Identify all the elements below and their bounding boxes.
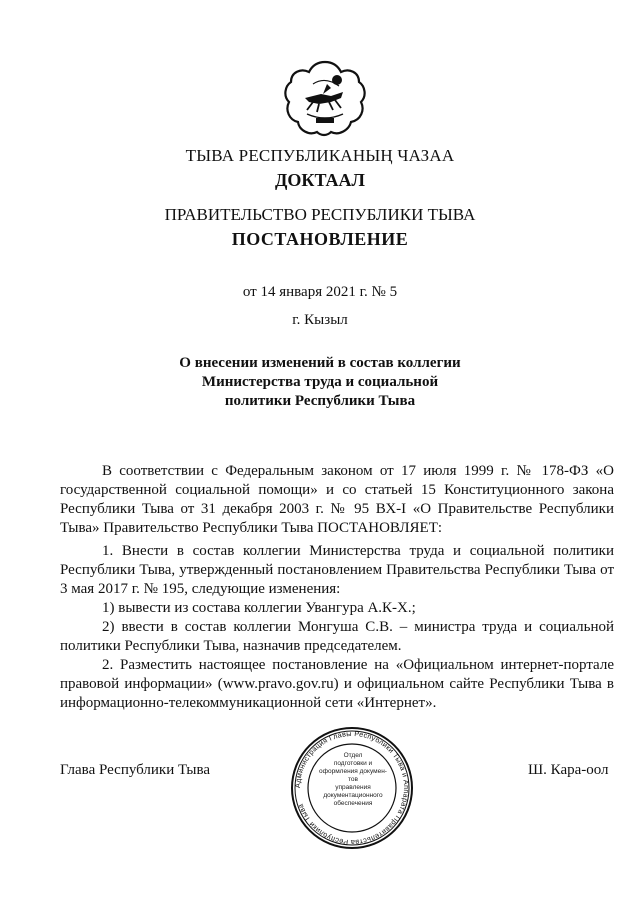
subject-heading (0, 354, 640, 411)
seal-center-text (318, 752, 388, 808)
signatory-name: Ш. Кара-оол (528, 762, 609, 778)
seal-line: управления (335, 784, 371, 791)
document-type: ПОСТАНОВЛЕНИЕ (231, 229, 409, 249)
city: г. Кызыл (292, 312, 348, 328)
government-title: ПРАВИТЕЛЬСТВО РЕСПУБЛИКИ ТЫВА (164, 205, 476, 224)
subject-line: О внесении изменений в состав коллегии (179, 355, 461, 371)
date-number: от 14 января 2021 г. № 5 (242, 284, 398, 300)
subject-line: Министерства труда и социальной (201, 374, 439, 390)
item-paragraph: 1) вывести из состава коллегии Увангура А.К-Х.; (102, 600, 416, 616)
seal-line: обеспечения (333, 800, 373, 807)
tyva-government-title: ТЫВА РЕСПУБЛИКАНЫҢ ЧАЗАА (185, 146, 455, 165)
subject-line: политики Республики Тыва (224, 393, 416, 409)
signatory-position: Глава Республики Тыва (60, 762, 211, 778)
seal-line: оформления докумен-тов (319, 768, 387, 783)
seal-line: документационного (323, 792, 383, 799)
item-paragraph: 2. Разместить настоящее постановление на «Официальном интернет-портале правовой информации» (www.pravo.gov.ru) и официальном сайте Республики Тыва в информационно-телекоммуникационной сети «Интернет». (60, 657, 614, 711)
preamble-paragraph: В соответствии с Федеральным законом от 17 июля 1999 г. № 178-ФЗ «О государственной социальной помощи» и со статьей 15 Конституционного закона Республики Тыва от 31 декабря 2003 г. № 95 ВХ-I «О Правительстве Республики Тыва» Правительство Республики Тыва ПОСТАНОВЛЯЕТ: (60, 463, 614, 536)
item-paragraph: 1. Внести в состав коллегии Министерства труда и социальной политики Республики Тыва, утвержденный постановлением Правительства Республики Тыва от 3 мая 2017 г. № 195, следующие изменения: (60, 543, 614, 597)
tyva-document-type: ДОКТААЛ (275, 170, 365, 190)
seal-line: Отдел (343, 752, 363, 759)
item-paragraph: 2) ввести в состав коллегии Монгуша С.В. – министра труда и социальной политики Республики Тыва, назначив председателем. (60, 619, 614, 654)
preamble (60, 462, 614, 538)
seal-line: подготовки и (333, 760, 373, 767)
seal-ring-text: Администрация Главы Республики Тыва и Аппарата Правительства Республики Тыва (292, 728, 412, 848)
resolution-items (60, 542, 614, 713)
coat-of-arms-emblem (283, 58, 367, 138)
